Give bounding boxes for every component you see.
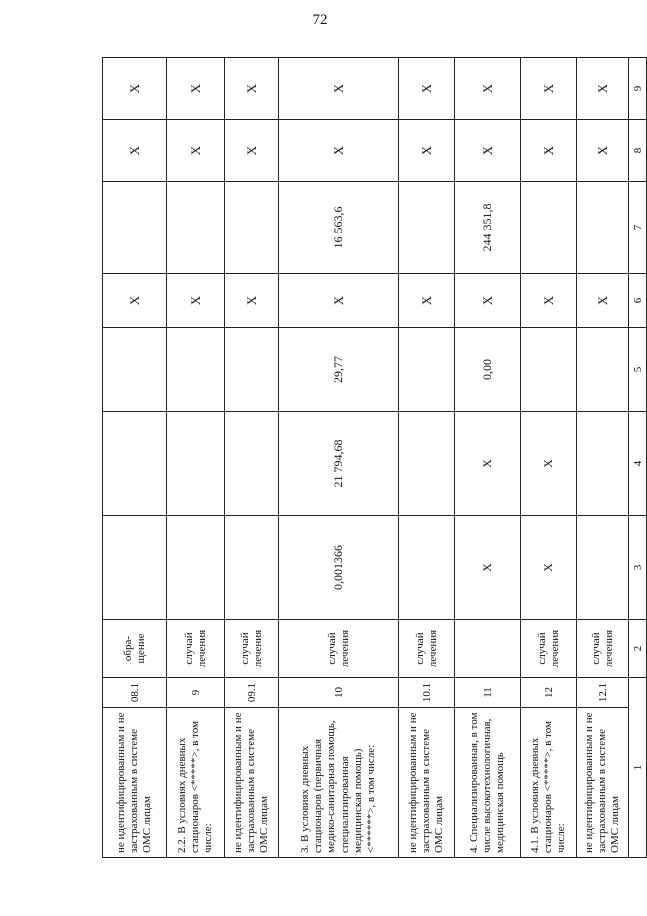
col3-value: Х: [455, 516, 521, 620]
col6-value: Х: [167, 274, 225, 328]
col9-value: Х: [577, 58, 629, 120]
unit: случай лечения: [399, 620, 455, 678]
unit: случай лечения: [577, 620, 629, 678]
col4-value: [103, 412, 167, 516]
row-description: 4. Специализированная, в том числе высокотехнологичная, медицинская помощь: [455, 708, 521, 858]
col8-value: Х: [455, 120, 521, 182]
col3-value: [577, 516, 629, 620]
col6-value: Х: [225, 274, 279, 328]
col7-value: 244 351,8: [455, 182, 521, 274]
col8-value: Х: [279, 120, 399, 182]
col9-value: Х: [167, 58, 225, 120]
table-body: [103, 58, 647, 858]
col7-value: [521, 182, 577, 274]
col3-value: [103, 516, 167, 620]
column-number: 1: [629, 678, 647, 858]
col7-value: [167, 182, 225, 274]
col5-value: [399, 328, 455, 412]
row-code: 12.1: [577, 678, 629, 708]
row-code: 09.1: [225, 678, 279, 708]
row-description: 2.2. В условиях дневных стационаров <*****>, в том числе:: [167, 708, 225, 858]
col6-value: Х: [455, 274, 521, 328]
col7-value: [399, 182, 455, 274]
row-code: 10: [279, 678, 399, 708]
col5-value: 0,00: [455, 328, 521, 412]
column-number: 8: [629, 120, 647, 182]
col5-value: [167, 328, 225, 412]
column-number: 9: [629, 58, 647, 120]
col4-value: [167, 412, 225, 516]
row-description: 3. В условиях дневных стационаров (первичная медико-санитарная помощь, специализированная медицинская помощь) <******>, в том числе:: [279, 708, 399, 858]
row-description: не идентифицированным и не застрахованным в системе ОМС лицам: [577, 708, 629, 858]
col4-value: [225, 412, 279, 516]
unit: случай лечения: [167, 620, 225, 678]
col5-value: [103, 328, 167, 412]
col4-value: Х: [521, 412, 577, 516]
col4-value: [577, 412, 629, 516]
col8-value: Х: [167, 120, 225, 182]
col6-value: Х: [399, 274, 455, 328]
col9-value: Х: [225, 58, 279, 120]
row-code: 9: [167, 678, 225, 708]
col6-value: Х: [279, 274, 399, 328]
row-description: не идентифицированным и не застрахованным в системе ОМС лицам: [103, 708, 167, 858]
col9-value: Х: [399, 58, 455, 120]
col5-value: [225, 328, 279, 412]
col5-value: 29,77: [279, 328, 399, 412]
col3-value: [167, 516, 225, 620]
col5-value: [521, 328, 577, 412]
table-row: [399, 58, 455, 858]
page-number: 72: [312, 12, 328, 28]
data-table: [102, 57, 647, 858]
col7-value: [103, 182, 167, 274]
col5-value: [577, 328, 629, 412]
unit: случай лечения: [225, 620, 279, 678]
row-description: не идентифицированным и не застрахованным в системе ОМС лицам: [225, 708, 279, 858]
row-description: 4.1. В условиях дневных стационаров <*****>, в том числе:: [521, 708, 577, 858]
table-row: [521, 58, 577, 858]
col4-value: 21 794,68: [279, 412, 399, 516]
col3-value: Х: [521, 516, 577, 620]
row-code: 11: [455, 678, 521, 708]
row-code: 08.1: [103, 678, 167, 708]
column-number: 5: [629, 328, 647, 412]
col8-value: Х: [399, 120, 455, 182]
table-row: [167, 58, 225, 858]
col3-value: [225, 516, 279, 620]
row-description: не идентифицированным и не застрахованным в системе ОМС лицам: [399, 708, 455, 858]
col6-value: Х: [103, 274, 167, 328]
col6-value: Х: [521, 274, 577, 328]
column-number: 7: [629, 182, 647, 274]
unit: случай лечения: [279, 620, 399, 678]
col3-value: [399, 516, 455, 620]
column-number: 2: [629, 620, 647, 678]
col8-value: Х: [521, 120, 577, 182]
col4-value: [399, 412, 455, 516]
unit: обра-щение: [103, 620, 167, 678]
table-row: [279, 58, 399, 858]
row-code: 10.1: [399, 678, 455, 708]
col9-value: Х: [279, 58, 399, 120]
col9-value: Х: [521, 58, 577, 120]
column-number: 4: [629, 412, 647, 516]
unit: случай лечения: [521, 620, 577, 678]
col4-value: Х: [455, 412, 521, 516]
table-row: [455, 58, 521, 858]
rotated-table-wrapper: [102, 58, 644, 858]
col3-value: 0,001366: [279, 516, 399, 620]
col8-value: Х: [225, 120, 279, 182]
unit: [455, 620, 521, 678]
table-row: [225, 58, 279, 858]
column-number-row: [629, 58, 647, 858]
col6-value: Х: [577, 274, 629, 328]
col7-value: [225, 182, 279, 274]
row-code: 12: [521, 678, 577, 708]
col8-value: Х: [577, 120, 629, 182]
table-row: [577, 58, 629, 858]
col7-value: 16 563,6: [279, 182, 399, 274]
col7-value: [577, 182, 629, 274]
col8-value: Х: [103, 120, 167, 182]
column-number: 3: [629, 516, 647, 620]
column-number: 6: [629, 274, 647, 328]
col9-value: Х: [103, 58, 167, 120]
col9-value: Х: [455, 58, 521, 120]
table-row: [103, 58, 167, 858]
